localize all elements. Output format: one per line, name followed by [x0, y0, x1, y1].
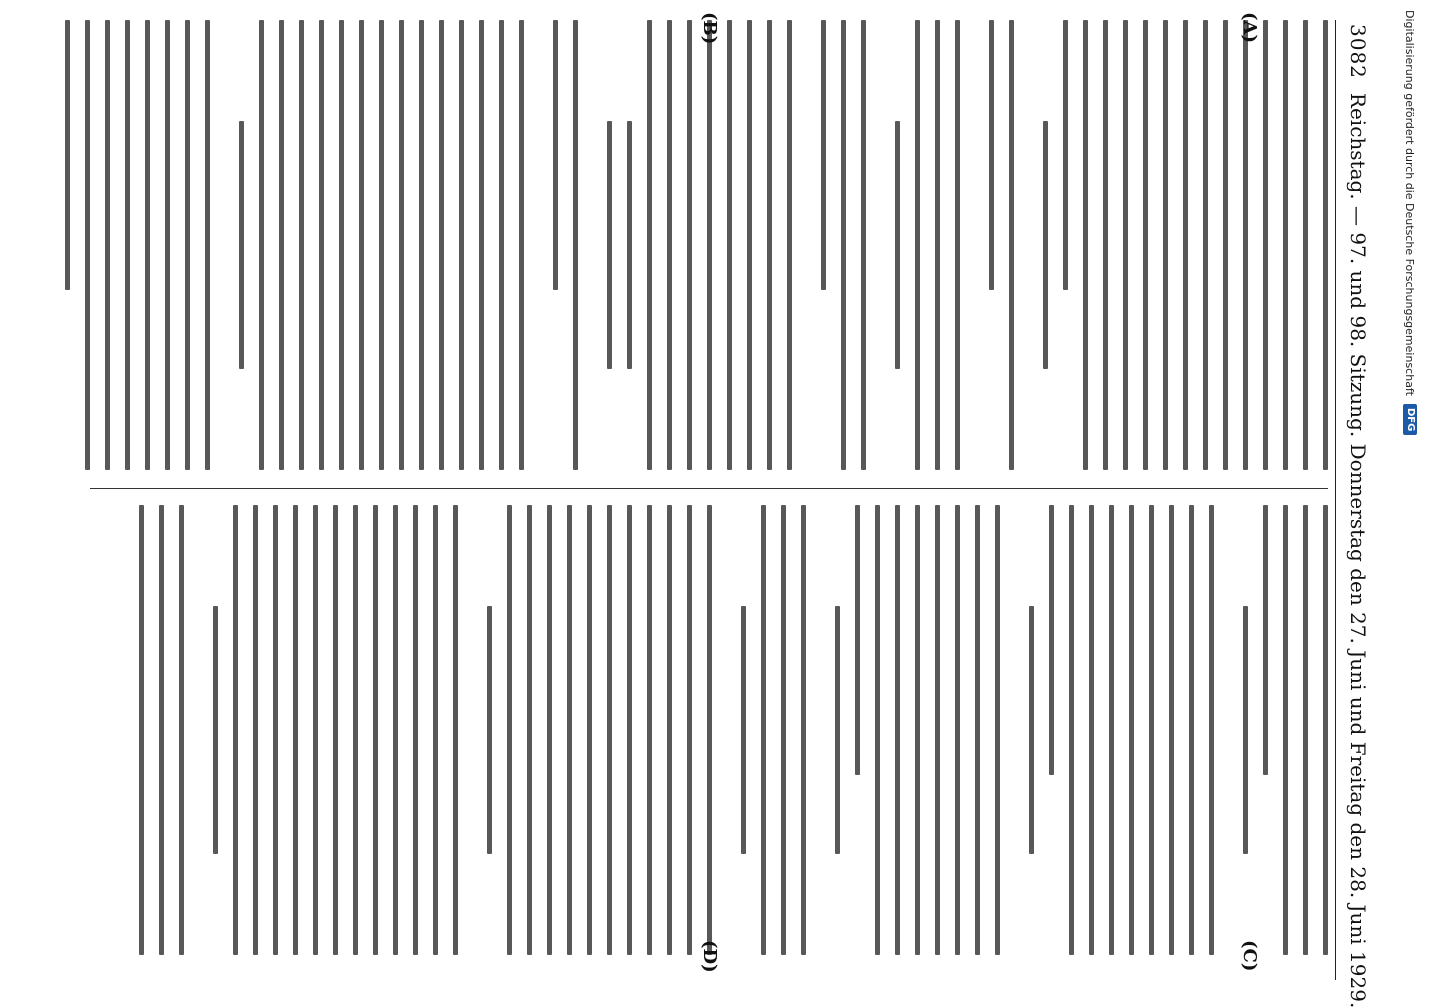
- paragraph: [1049, 505, 1214, 955]
- stage-direction: [239, 121, 244, 369]
- stage-direction: [487, 606, 492, 854]
- paragraph: [259, 20, 524, 470]
- digitization-credit: [1402, 10, 1418, 990]
- paragraph: [507, 505, 712, 955]
- column-divider: [90, 488, 1328, 489]
- paragraph: [65, 20, 210, 470]
- paragraph: [821, 20, 866, 470]
- stage-direction: [741, 606, 746, 854]
- margin-marker-a: (A): [1239, 12, 1260, 43]
- document-page: [80, 12, 1380, 1008]
- stage-direction: [1243, 606, 1248, 854]
- paragraph: [989, 20, 1014, 470]
- right-column: [80, 505, 1328, 955]
- dfg-logo: DFG: [1403, 404, 1417, 435]
- running-title: Reichstag. — 97. und 98. Sitzung. Donnerstag den 27. Juni und Freitag den 28. Juni 1929.: [1346, 92, 1370, 1008]
- stage-direction: [835, 606, 840, 854]
- margin-marker-c: (C): [1239, 940, 1260, 972]
- credit-text: Digitalisierung gefördert durch die Deutsche Forschungsgemeinschaft: [1403, 10, 1417, 396]
- paragraph: [233, 505, 458, 955]
- page-number: 3082: [1346, 24, 1370, 79]
- paragraph: [553, 20, 578, 470]
- paragraph: [139, 505, 184, 955]
- paragraph: [855, 505, 1000, 955]
- stage-direction: [607, 121, 612, 369]
- paragraph: [1263, 505, 1328, 955]
- header-rule: [1335, 20, 1336, 980]
- margin-marker-b: (B): [699, 12, 720, 45]
- paragraph: [647, 20, 792, 470]
- margin-marker-d: (D): [699, 940, 720, 973]
- paragraph: [1063, 20, 1328, 470]
- paragraph: [915, 20, 960, 470]
- paragraph: [761, 505, 806, 955]
- stage-direction: [1029, 606, 1034, 854]
- stage-direction: [1043, 121, 1048, 369]
- page-header: [1336, 20, 1380, 1008]
- stage-direction: [627, 121, 632, 369]
- stage-direction: [213, 606, 218, 854]
- left-column: [80, 20, 1328, 470]
- stage-direction: [895, 121, 900, 369]
